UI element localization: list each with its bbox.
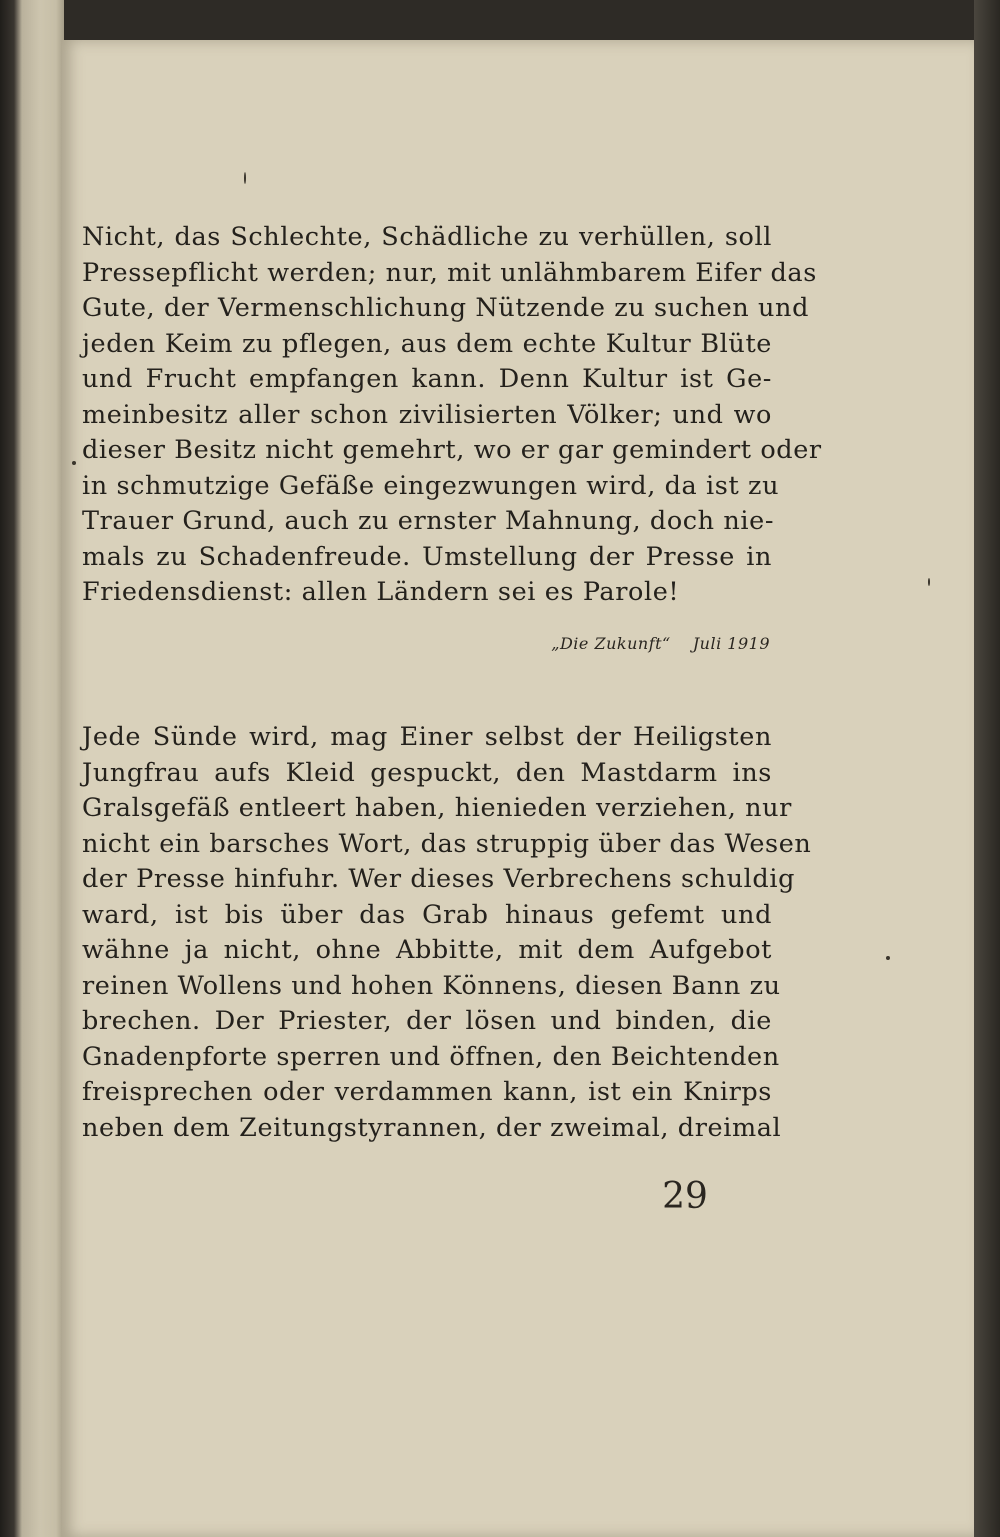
text-line: Trauer Grund, auch zu ernster Mahnung, doch nie-	[82, 506, 775, 536]
text-line: Jungfrau aufs Kleid gespuckt, den Mastdarm ins	[82, 757, 772, 788]
text-line: Gute, der Vermenschlichung Nützende zu suchen und	[82, 293, 810, 323]
text-line: brechen. Der Priester, der lösen und binden, die	[82, 1006, 772, 1036]
text-line: ward, ist bis über das Grab hinaus gefemt und	[82, 899, 772, 930]
text-line: Gnadenpforte sperren und öffnen, den Beichtenden	[82, 1041, 780, 1072]
text-line: mals zu Schadenfreude. Umstellung der Presse in	[82, 541, 772, 572]
text-line: reinen Wollens und hohen Könnens, diesen Bann zu	[82, 970, 781, 1001]
text-line: meinbesitz aller schon zivilisierten Völker; und wo	[82, 399, 772, 430]
page-right-edge	[974, 0, 1000, 1537]
ink-speck	[244, 172, 246, 184]
text-line: freisprechen oder verdammen kann, ist ein Knirps	[82, 1077, 772, 1107]
text-line: Gralsgefäß entleert haben, hienieden verziehen, nur	[82, 793, 792, 823]
source-citation	[520, 634, 770, 653]
ink-speck	[928, 578, 930, 586]
text-line: wähne ja nicht, ohne Abbitte, mit dem Aufgebot	[82, 935, 772, 965]
text-line: Nicht, das Schlechte, Schädliche zu verhüllen, soll	[82, 222, 772, 252]
text-line: und Frucht empfangen kann. Denn Kultur ist Ge-	[82, 364, 772, 394]
ink-speck	[886, 956, 890, 960]
text-line: der Presse hinfuhr. Wer dieses Verbrechens schuldig	[82, 864, 795, 894]
text-line: Pressepflicht werden; nur, mit unlähmbarem Eifer das	[82, 257, 817, 288]
text-line: nicht ein barsches Wort, das struppig über das Wesen	[82, 828, 812, 859]
text-line: Friedensdienst: allen Ländern sei es Parole!	[82, 577, 680, 607]
source-publication: „Die Zukunft“	[551, 634, 671, 653]
text-line: jeden Keim zu pflegen, aus dem echte Kultur Blüte	[82, 328, 772, 359]
page-number: 29	[662, 1176, 708, 1217]
ink-speck	[72, 461, 76, 465]
text-line: dieser Besitz nicht gemehrt, wo er gar gemindert oder	[82, 435, 822, 465]
text-line: neben dem Zeitungstyrannen, der zweimal, dreimal	[82, 1112, 782, 1143]
source-date: Juli 1919	[692, 634, 770, 653]
paragraph-1	[82, 220, 822, 611]
book-gutter	[0, 0, 64, 1537]
paragraph-2	[82, 720, 812, 1146]
text-line: in schmutzige Gefäße eingezwungen wird, da ist zu	[82, 470, 780, 501]
text-line: Jede Sünde wird, mag Einer selbst der Heiligsten	[82, 722, 772, 752]
